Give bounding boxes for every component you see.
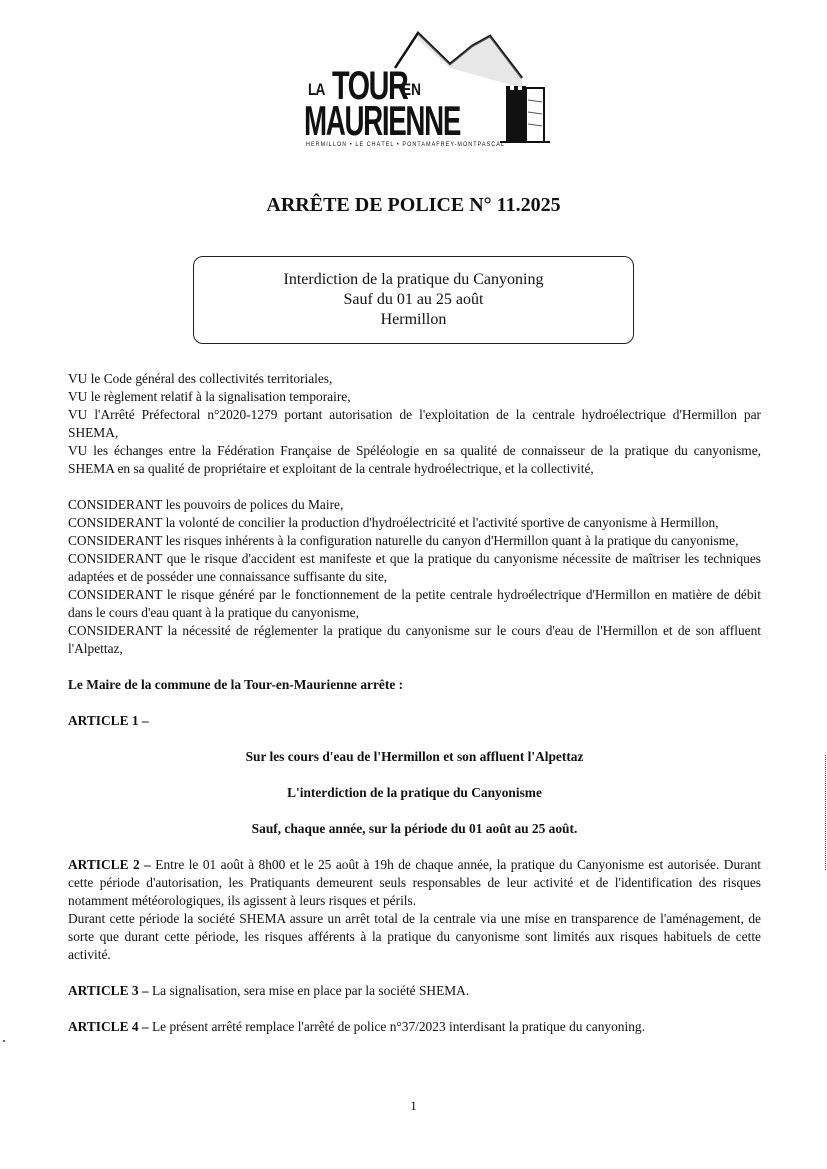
vu-clause: VU le Code général des collectivités territoriales, xyxy=(68,371,333,386)
considerant-clause: CONSIDERANT les risques inhérents à la configuration naturelle du canyon d'Hermillon quant à la pratique du canyonisme, xyxy=(68,533,739,548)
article-1-line-2: L'interdiction de la pratique du Canyonisme xyxy=(287,785,542,800)
scan-artifact xyxy=(3,1040,5,1042)
article-4 xyxy=(68,1018,761,1036)
municipality-logo xyxy=(300,28,560,153)
article-3-label: ARTICLE 3 – xyxy=(68,983,149,998)
subject-line-2: Sauf du 01 au 25 août xyxy=(343,291,484,308)
article-4-text: Le présent arrêté remplace l'arrêté de police n°37/2023 interdisant la pratique du canyoning. xyxy=(148,1019,645,1034)
document-title: ARRÊTE DE POLICE N° 11.2025 xyxy=(266,194,561,216)
decree-intro: Le Maire de la commune de la Tour-en-Maurienne arrête : xyxy=(68,677,404,692)
subject-line-1: Interdiction de la pratique du Canyoning xyxy=(283,271,544,288)
article-3-text: La signalisation, sera mise en place par la société SHEMA. xyxy=(148,983,470,998)
logo-prefix: LA xyxy=(308,80,325,99)
article-1-line-1: Sur les cours d'eau de l'Hermillon et son affluent l'Alpettaz xyxy=(245,749,584,764)
considerant-clause: CONSIDERANT les pouvoirs de polices du Maire, xyxy=(68,497,344,512)
article-1-line-3: Sauf, chaque année, sur la période du 01 août au 25 août. xyxy=(251,821,578,836)
article-2 xyxy=(68,856,761,910)
considerant-clause: CONSIDERANT la nécessité de réglementer la pratique du canyonisme sur le cours d'eau de l'Hermillon et de son affluent l'Alpettaz, xyxy=(68,623,761,656)
article-1-label: ARTICLE 1 – xyxy=(68,713,149,728)
considerant-clause: CONSIDERANT la volonté de concilier la production d'hydroélectricité et l'activité sportive de canyonisme à Hermillon, xyxy=(68,515,719,530)
subject-box xyxy=(193,256,634,344)
article-3 xyxy=(68,982,761,1000)
subject-line-3: Hermillon xyxy=(380,311,447,328)
vu-clause: VU le règlement relatif à la signalisation temporaire, xyxy=(68,389,351,404)
document-body xyxy=(68,370,761,1036)
logo-second-line: MAURIENNE xyxy=(304,97,460,144)
logo-main: TOUR xyxy=(332,64,408,108)
logo-suffix: EN xyxy=(402,80,421,99)
page-number: 1 xyxy=(410,1098,417,1113)
vu-clause: VU l'Arrêté Préfectoral n°2020-1279 portant autorisation de l'exploitation de la centrale hydroélectrique d'Hermillon par SHEMA, xyxy=(68,407,761,440)
article-4-label: ARTICLE 4 – xyxy=(68,1019,149,1034)
vu-clause: VU les échanges entre la Fédération Française de Spéléologie en sa qualité de connaisseur de la pratique du canyonisme, SHEMA en sa qualité de propriétaire et exploitant de la centrale hydroélectrique, et la collectivité, xyxy=(68,443,761,476)
considerant-clause: CONSIDERANT que le risque d'accident est manifeste et que la pratique du canyonisme nécessite de maîtriser les techniques adaptées et de posséder une connaissance suffisante du site, xyxy=(68,551,761,584)
article-2-continued: Durant cette période la société SHEMA assure un arrêt total de la centrale via une mise en transparence de l'aménagement, de sorte que durant cette période, les risques afférents à la pratique du canyonisme sont limités aux risques habituels de cette activité. xyxy=(68,911,761,962)
article-2-text: Entre le 01 août à 8h00 et le 25 août à 19h de chaque année, la pratique du Canyonisme est autorisée. Durant cette période d'autorisation, les Pratiquants demeurent seuls responsables de leur activité et de l'identification des risques notamment météorologiques, ils agissent à leurs risques et périls. xyxy=(68,857,761,908)
considerant-clause: CONSIDERANT le risque généré par le fonctionnement de la petite centrale hydroélectrique d'Hermillon en matière de débit dans le cours d'eau quant à la pratique du canyonisme, xyxy=(68,587,761,620)
article-2-label: ARTICLE 2 – xyxy=(68,857,151,872)
logo-communes: HERMILLON • LE CHÂTEL • PONTAMAFREY-MONTPASCAL xyxy=(306,142,505,148)
